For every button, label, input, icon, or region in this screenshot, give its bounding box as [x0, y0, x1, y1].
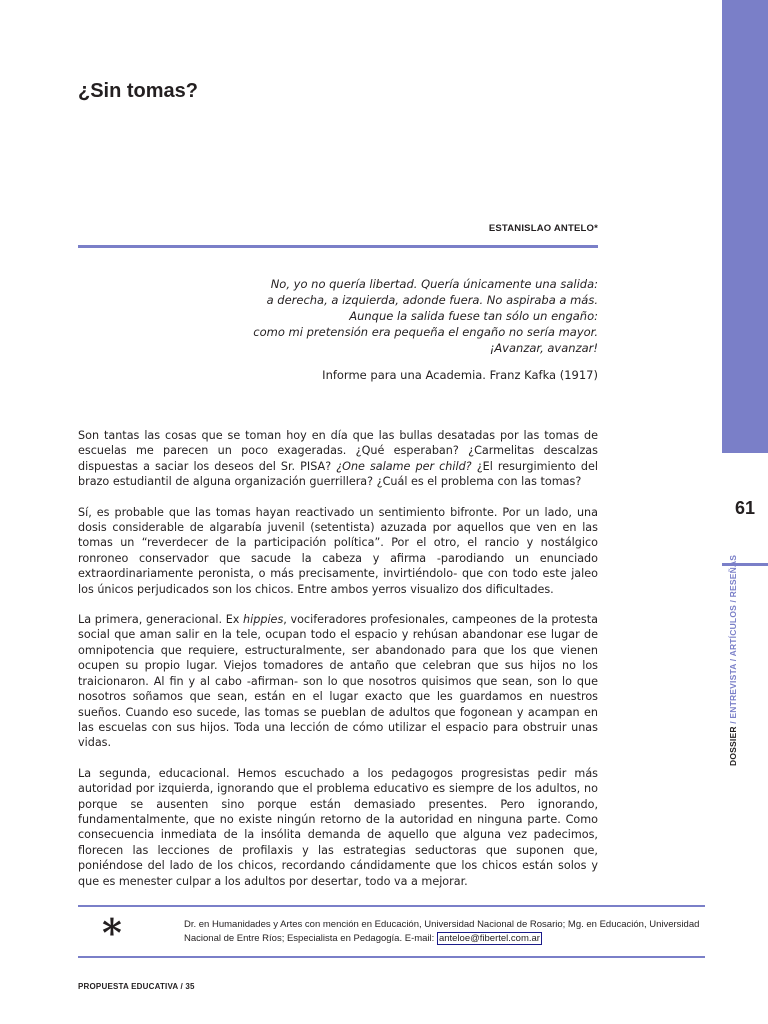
- paragraph-italic: hippies: [243, 613, 284, 627]
- paragraph: [78, 428, 598, 490]
- author-footnote: [184, 918, 704, 946]
- paragraph-text: , vociferadores profesionales, campeones de la protesta social que aman salir en la tele, ocupan todo el espacio y rehúsan abandonar ese lugar de omnipotencia que requiere, estructuralmente, ser abandonado para que los que vienen ocupen su propio lugar. Viejos tomadores de antaño que celebran que sus hijos no los traicionaron. Al fin y al cabo -afirman- son lo que nosotros quisimos que sean, son lo que nosotros soñamos que sean, están en el lugar exacto que les guardamos en nuestros sueños. Cuando eso sucede, las tomas se pueblan de adultos que fogonean y acampan en las escuelas con sus hijos. Toda una lección de cómo utilizar el espacio para obstruir unas vidas.: [78, 613, 598, 750]
- epigraph-line: como mi pretensión era pequeña el engaño no sería mayor.: [253, 325, 598, 339]
- section-label-main: DOSSIER: [728, 726, 738, 766]
- article-body: [78, 428, 598, 904]
- epigraph-line: a derecha, a izquierda, adonde fuera. No aspiraba a más.: [266, 293, 598, 307]
- header-divider: [78, 245, 598, 248]
- paragraph: Sí, es probable que las tomas hayan reactivado un sentimiento bifronte. Por un lado, una dosis considerable de algarabía juvenil (setentista) azuzada por aquellos que ven en las tomas un “reverdecer de la participación política”. Por el otro, el rancio y nostálgico ronroneo conservador que sacude la cabeza y afirma -parodiando un enunciado extraordinariamente peronista, o más precisamente, invirtiéndolo- que con todo este jaleo los únicos perjudicados son los chicos. Entre ambos yerros visualizo dos dificultades.: [78, 505, 598, 596]
- epigraph-line: Aunque la salida fuese tan sólo un engaño:: [349, 309, 598, 323]
- epigraph-attribution: Informe para una Academia. Franz Kafka (1917): [322, 368, 598, 382]
- section-label-rest: / ENTREVISTA / ARTÍCULOS / RESEÑAS: [728, 554, 738, 727]
- journal-footer: PROPUESTA EDUCATIVA / 35: [78, 982, 195, 991]
- article-title: ¿Sin tomas?: [78, 80, 199, 102]
- paragraph: [78, 612, 598, 751]
- epigraph: [178, 276, 598, 356]
- epigraph-line: ¡Avanzar, avanzar!: [489, 341, 598, 355]
- email-link[interactable]: anteloe@fibertel.com.ar: [438, 933, 540, 944]
- footnote-bottom-divider: [78, 956, 705, 958]
- sidebar-color-band: [722, 0, 768, 453]
- footnote-marker: *: [102, 910, 122, 955]
- paragraph-text: La primera, generacional. Ex: [78, 613, 244, 627]
- author-name: ESTANISLAO ANTELO*: [488, 223, 598, 234]
- paragraph-italic: ¿One salame per child?: [336, 459, 472, 473]
- footnote-top-divider: [78, 905, 705, 907]
- paragraph-text: Son tantas las cosas que se toman hoy en día que las bullas desatadas por las tomas de escuelas me parecen un poco exageradas. ¿Qué esperaban? ¿Carmelitas descalzas dispuestas a saciar los deseos del Sr. PISA?: [78, 429, 598, 473]
- paragraph-text: ¿El resurgimiento del brazo estudiantil de alguna organización guerrillera? ¿Cuál es el problema con las tomas?: [78, 459, 598, 489]
- section-label: [728, 555, 738, 766]
- page-number: 61: [734, 498, 756, 518]
- paragraph: La segunda, educacional. Hemos escuchado a los pedagogos progresistas pedir más autoridad por izquierda, ignorando que el problema educativo es siempre de los adultos, no porque se ausenten sino porque están demasiado presentes. Pero ignorando, fundamentalmente, que no existe ningún retorno de la autoridad en ninguna parte. Como consecuencia inmediata de la insólita demanda de aquello que alguna vez padecimos, florecen las lecciones de profilaxis y las estrategias seductoras que suponen que, poniéndose del lado de los chicos, recordando cándidamente que los chicos están solos y que es menester culpar a los adultos por desertar, todo va a mejorar.: [78, 766, 598, 888]
- epigraph-line: No, yo no quería libertad. Quería únicamente una salida:: [270, 277, 598, 291]
- footnote-text: Dr. en Humanidades y Artes con mención en Educación, Universidad Nacional de Rosario; Mg. en Educación, Universidad Nacional de Entre Ríos; Especialista en Pedagogía. E-mail:: [184, 919, 700, 944]
